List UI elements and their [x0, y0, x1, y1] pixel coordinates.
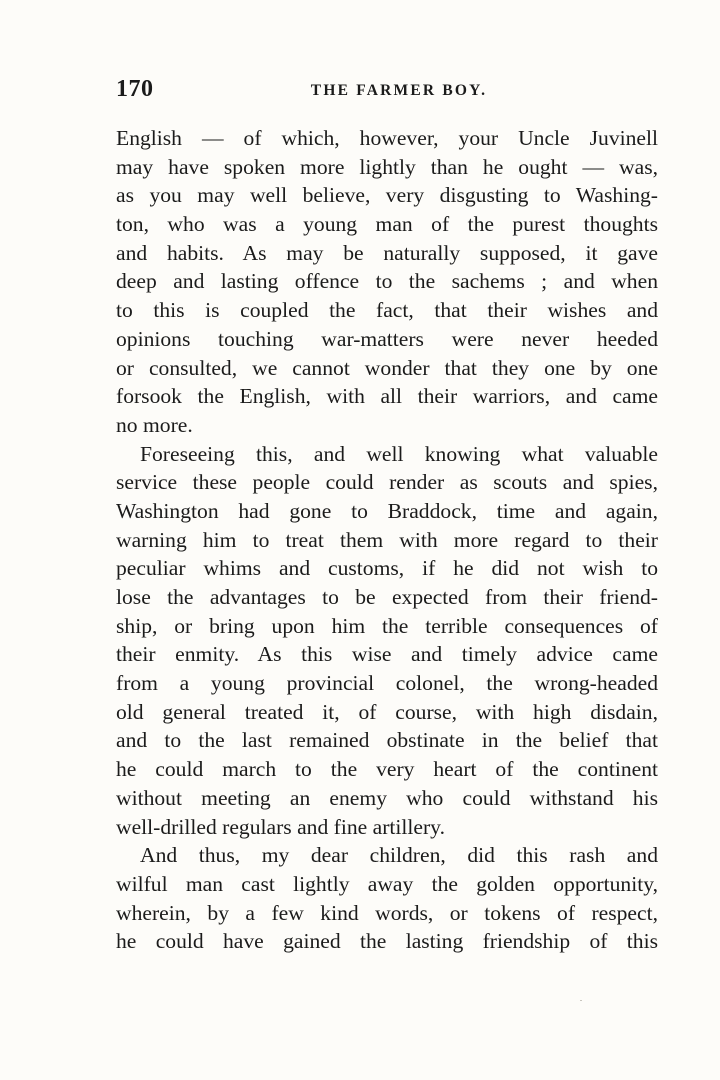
text-line: or consulted, we cannot wonder that they one by one: [116, 355, 658, 380]
text-line: their enmity. As this wise and timely advice came: [116, 642, 658, 667]
text-line: lose the advantages to be expected from their friend-: [116, 585, 658, 609]
text-line: he could march to the very heart of the continent: [116, 757, 658, 782]
paper-speck: [580, 1000, 582, 1001]
running-title: THE FARMER BOY.: [310, 82, 488, 99]
text-line: peculiar whims and customs, if he did not wish to: [116, 556, 658, 581]
text-line: Foreseeing this, and well knowing what valuable: [140, 441, 658, 466]
paragraph-1: [116, 124, 658, 440]
text-line: wherein, by a few kind words, or tokens of respect,: [116, 900, 658, 925]
text-line: wilful man cast lightly away the golden opportunity,: [116, 871, 658, 896]
text-line: ship, or bring upon him the terrible consequences of: [116, 613, 658, 638]
text-line: no more.: [116, 412, 193, 437]
text-line: warning him to treat them with more regard to their: [116, 527, 658, 552]
page-number: 170: [116, 76, 154, 102]
text-line: well-drilled regulars and fine artillery.: [116, 814, 445, 839]
text-line: from a young provincial colonel, the wrong-headed: [116, 671, 658, 696]
text-line: he could have gained the lasting friendship of this: [116, 929, 658, 954]
text-line: old general treated it, of course, with high disdain,: [116, 699, 658, 724]
text-line: and habits. As may be naturally supposed, it gave: [116, 240, 658, 265]
text-line: service these people could render as scouts and spies,: [116, 470, 658, 495]
text-line: ton, who was a young man of the purest thoughts: [116, 212, 658, 237]
text-line: And thus, my dear children, did this rash and: [140, 843, 658, 868]
text-line: opinions touching war-matters were never heeded: [116, 326, 658, 351]
body-text: [116, 124, 658, 956]
paragraph-3: [116, 841, 658, 956]
text-line: to this is coupled the fact, that their wishes and: [116, 298, 658, 323]
running-head: [116, 76, 658, 108]
text-line: may have spoken more lightly than he ought — was,: [116, 154, 658, 179]
text-line: English — of which, however, your Uncle Juvinell: [116, 126, 658, 150]
text-line: forsook the English, with all their warriors, and came: [116, 384, 658, 409]
text-line: as you may well believe, very disgusting to Washing-: [116, 183, 658, 208]
text-line: Washington had gone to Braddock, time and again,: [116, 498, 658, 523]
paragraph-2: [116, 440, 658, 842]
text-line: without meeting an enemy who could withstand his: [116, 785, 658, 810]
text-line: deep and lasting offence to the sachems ; and when: [116, 269, 658, 294]
text-line: and to the last remained obstinate in the belief that: [116, 728, 658, 753]
